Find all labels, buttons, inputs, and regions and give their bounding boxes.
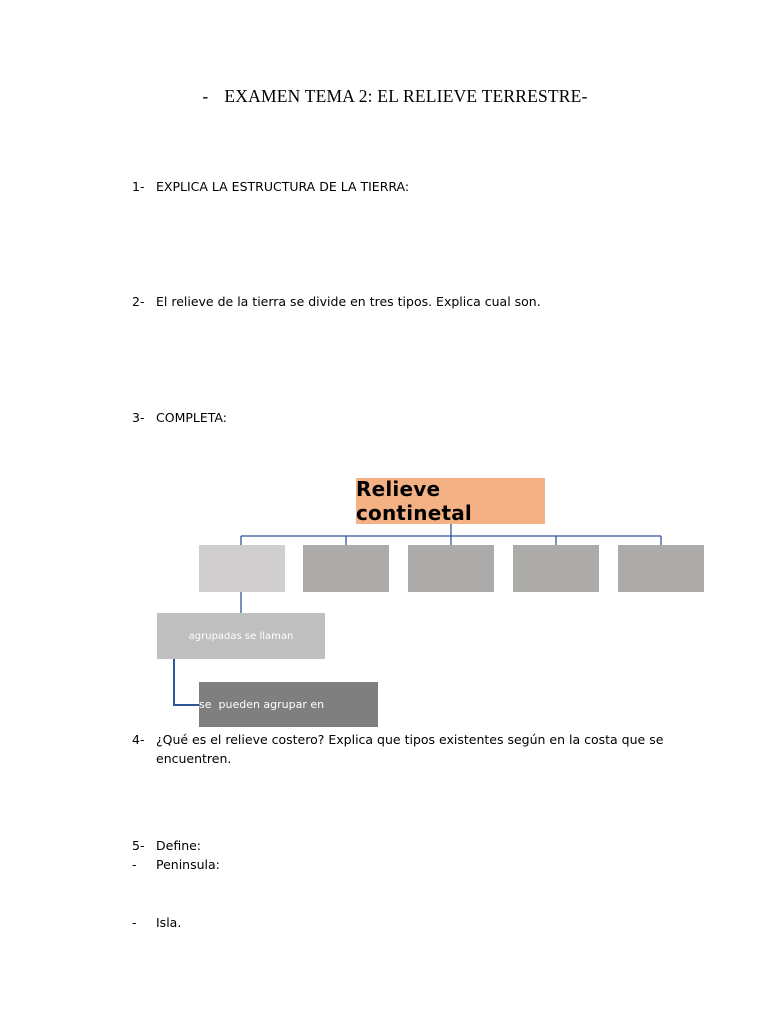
diagram-child-node-4 <box>513 545 599 592</box>
question-number: 1- <box>132 179 145 194</box>
question-4 <box>132 730 732 770</box>
diagram-child-node-2 <box>303 545 389 592</box>
diagram-child-node-3 <box>408 545 494 592</box>
bullet-dash: - <box>132 857 137 872</box>
question-number: 2- <box>132 294 145 309</box>
question-number: 4- <box>132 732 145 747</box>
title-text: EXAMEN TEMA 2: EL RELIEVE TERRESTRE- <box>224 86 588 106</box>
question-number: 3- <box>132 410 145 425</box>
define-item-text: Isla. <box>156 915 182 930</box>
define-item-text: Peninsula: <box>156 857 220 872</box>
title-dash: - <box>202 86 209 106</box>
question-text: ¿Qué es el relieve costero? Explica que tipos existentes según en la costa que se encuentren. <box>156 732 664 766</box>
diagram-root-node: Relieve continetal <box>356 478 545 524</box>
question-text: El relieve de la tierra se divide en tres tipos. Explica cual son. <box>156 294 541 309</box>
diagram-child-node-1 <box>199 545 285 592</box>
diagram-child-node-5 <box>618 545 704 592</box>
question-text: EXPLICA LA ESTRUCTURA DE LA TIERRA: <box>156 179 410 194</box>
question-text: Define: <box>156 838 202 853</box>
diagram-sub-node-2: se pueden agrupar en <box>199 682 378 727</box>
bullet-dash: - <box>132 915 137 930</box>
question-number: 5- <box>132 838 145 853</box>
define-item-peninsula <box>132 855 732 875</box>
question-5 <box>132 836 732 856</box>
diagram-sub-node-1: agrupadas se llaman <box>157 613 325 659</box>
question-text: COMPLETA: <box>156 410 227 425</box>
define-item-isla <box>132 913 732 933</box>
